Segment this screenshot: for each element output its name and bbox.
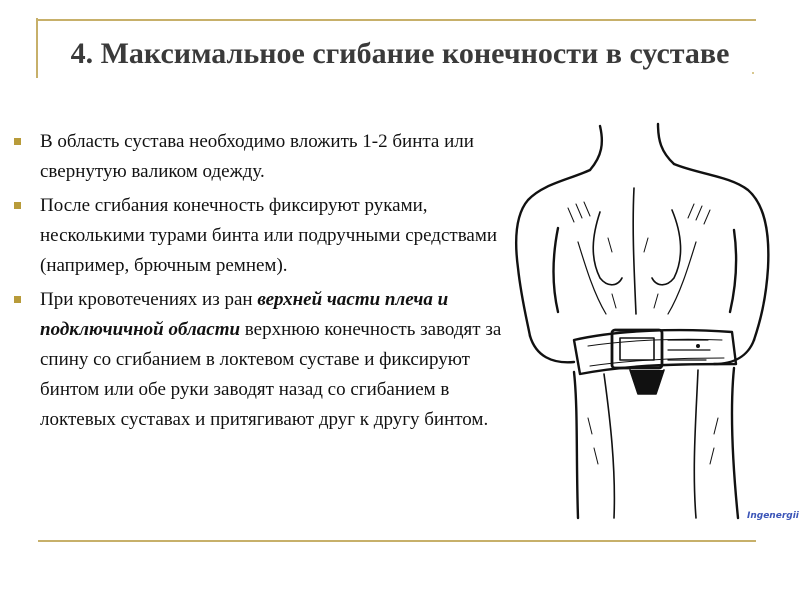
- bullet-text-prefix: При кровотечениях из ран: [40, 289, 258, 310]
- bullet-text: После сгибания конечность фиксируют руками, несколькими турами бинта или подручными средствами (например, брючным ремнем).: [40, 195, 498, 276]
- back-with-bound-arms-illustration: [508, 118, 798, 528]
- bullet-item: [14, 127, 502, 187]
- bullet-item: [14, 191, 502, 281]
- left-rule: [36, 18, 38, 78]
- bullet-square-icon: [14, 202, 21, 209]
- top-rule: [38, 19, 756, 21]
- bullet-item: [14, 285, 502, 435]
- bottom-rule: [38, 540, 756, 542]
- bullet-square-icon: [14, 138, 21, 145]
- bullet-list: [14, 127, 502, 439]
- bullet-text-emphasis: верхней части плеча и подключичной области: [40, 289, 449, 340]
- illustration-signature: Ingenergii: [747, 511, 799, 521]
- bullet-text-suffix: верхнюю конечность заводят за спину со сгибанием в локтевом суставе и фиксируют бинтом или обе руки заводят назад со сгибанием в локтевых суставах и притягивают друг к другу бинтом.: [40, 319, 502, 430]
- bullet-text: В область сустава необходимо вложить 1-2 бинта или свернутую валиком одежду.: [40, 131, 474, 182]
- bullet-square-icon: [14, 296, 21, 303]
- slide-title: 4. Максимальное сгибание конечности в суставе: [70, 37, 730, 70]
